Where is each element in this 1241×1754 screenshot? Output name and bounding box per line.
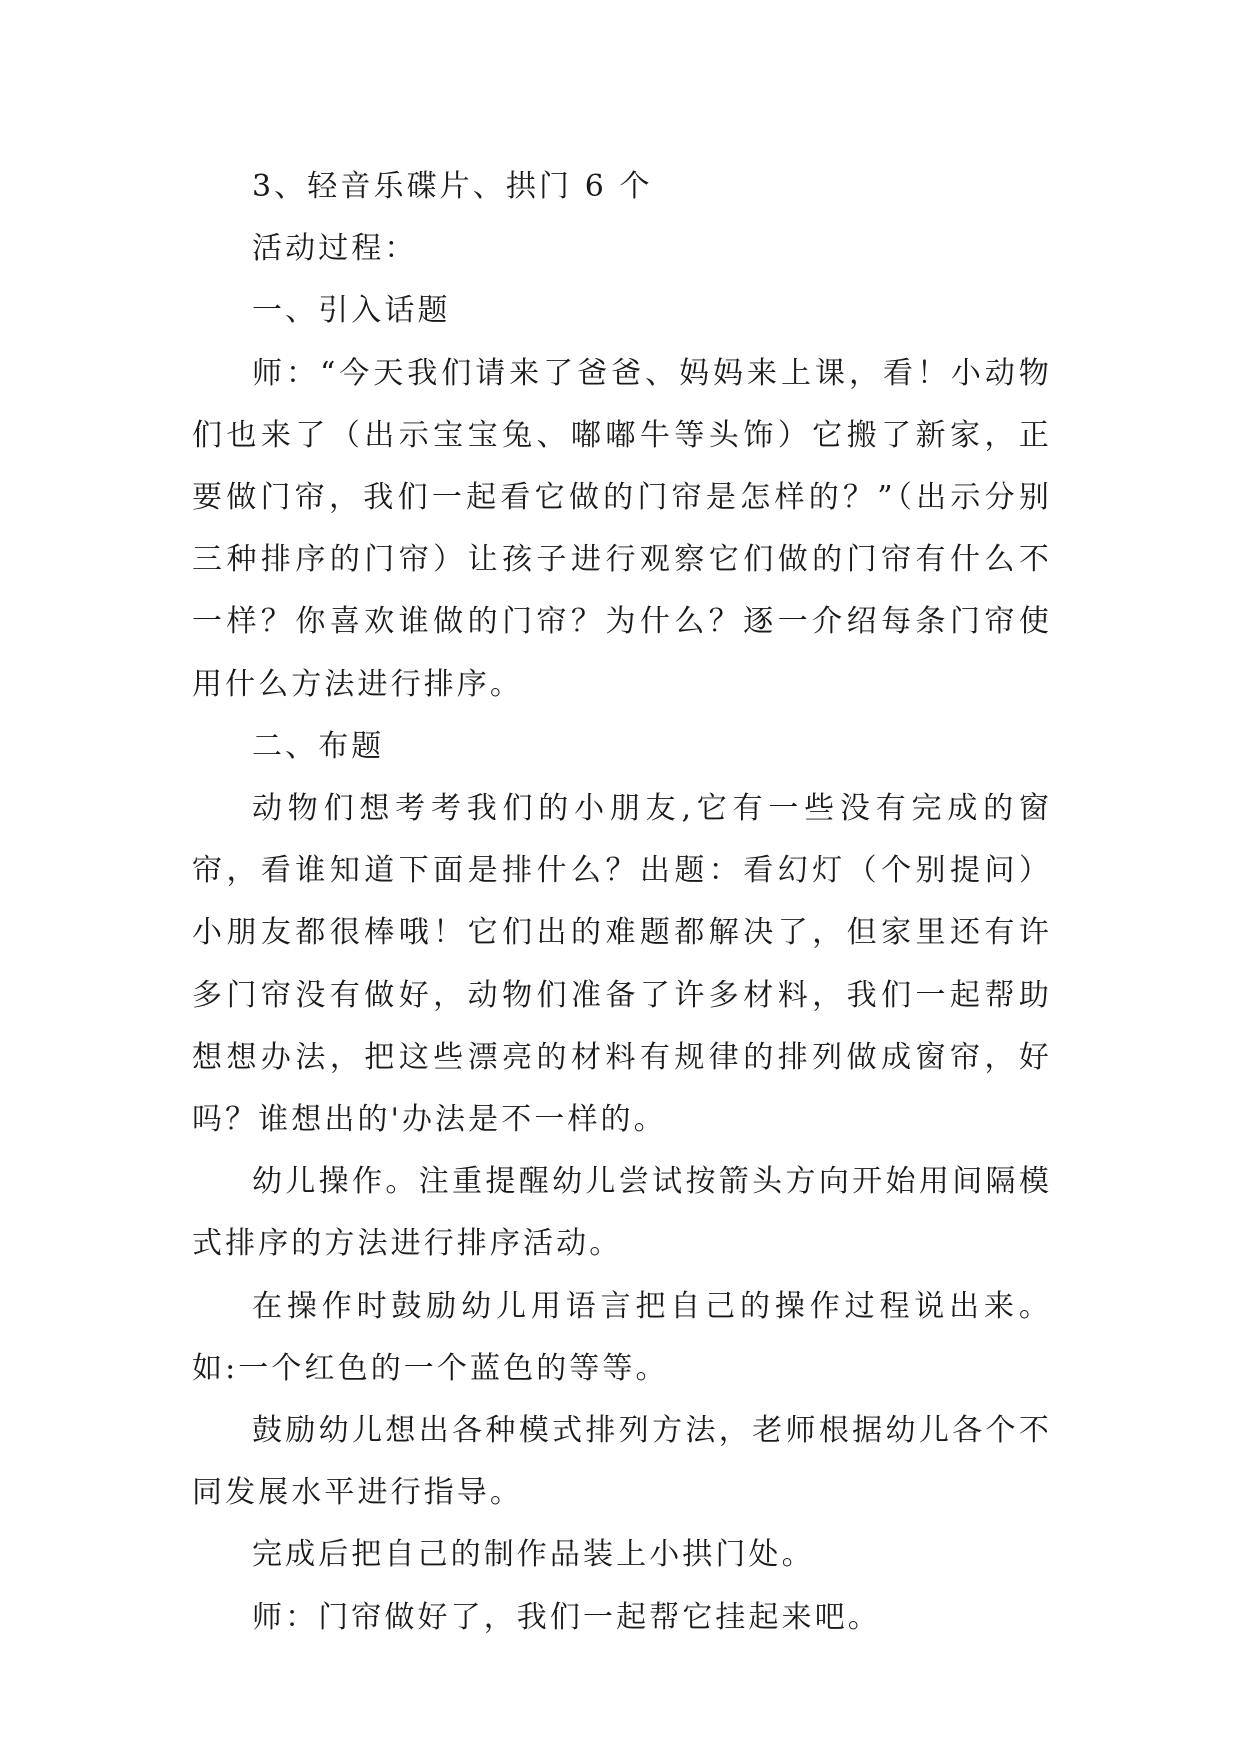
encourage-patterns-paragraph: 鼓励幼儿想出各种模式排列方法，老师根据幼儿各个不同发展水平进行指导。: [192, 1413, 1052, 1511]
materials-item-3: 3、轻音乐碟片、拱门 6 个: [252, 169, 653, 204]
teacher-closing-paragraph: 师：门帘做好了，我们一起帮它挂起来吧。: [252, 1599, 881, 1635]
problem-description-paragraph: 动物们想考考我们的小朋友,它有一些没有完成的窗帘，看谁知道下面是排什么？出题：看幻灯（个别提问）小朋友都很棒哦！它们出的难题都解决了，但家里还有许多门帘没有做好，动物们准备了许多材料，我们一起帮助想想办法，把这些漂亮的材料有规律的排列做成窗帘，好吗？谁想出的'办法是不一样的。: [192, 791, 1052, 1138]
section-heading-activity-process: 活动过程：: [252, 231, 418, 267]
child-operation-paragraph: 幼儿操作。注重提醒幼儿尝试按箭头方向开始用间隔模式排序的方法进行排序活动。: [192, 1164, 1052, 1262]
finish-work-paragraph: 完成后把自己的制作品装上小拱门处。: [252, 1537, 815, 1573]
document-page: [192, 156, 1052, 1649]
subheading-introduce-topic: 一、引入话题: [252, 293, 451, 329]
encourage-speaking-paragraph: 在操作时鼓励幼儿用语言把自己的操作过程说出来。如:一个红色的一个蓝色的等等。: [192, 1288, 1052, 1386]
subheading-assign-problem: 二、布题: [252, 728, 385, 764]
teacher-introduction-paragraph: 师：“今天我们请来了爸爸、妈妈来上课，看！小动物们也来了（出示宝宝兔、嘟嘟牛等头饰）它搬了新家，正要做门帘，我们一起看它做的门帘是怎样的？”（出示分别三种排序的门帘）让孩子进行观察它们做的门帘有什么不一样？你喜欢谁做的门帘？为什么？逐一介绍每条门帘使用什么方法进行排序。: [192, 355, 1052, 702]
